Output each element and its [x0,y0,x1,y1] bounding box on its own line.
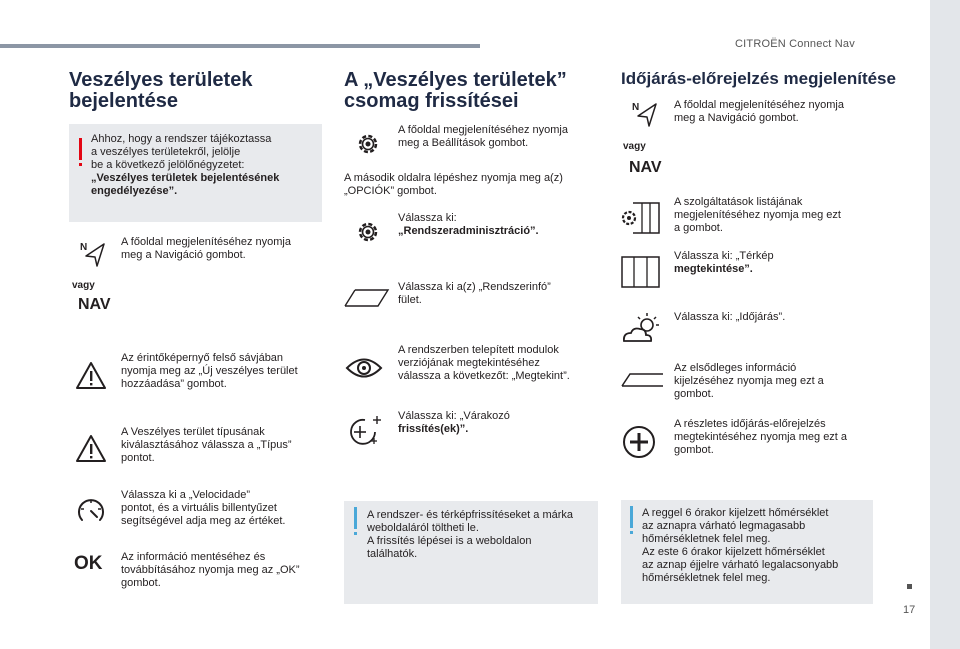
step-line: hozzáadása” gombot. [121,378,227,390]
step-line: Válassza ki: „Térkép [674,250,774,262]
map-view-icon [621,255,661,289]
note-line: engedélyezése”. [91,185,178,197]
col2-step1 [398,124,568,150]
col1-step4 [121,489,285,528]
step-line: megjelenítéséhez nyomja meg ezt [674,209,841,221]
step-line: pontot. [121,452,155,464]
step-line: A szolgáltatások listájának [674,196,803,208]
info-mark-dot [354,532,357,535]
col1-title [69,70,252,112]
step-line: A főoldal megjelenítéséhez nyomja [121,236,291,248]
step-line: meg a Navigáció gombot. [121,249,246,261]
info-mark-icon [630,506,633,528]
step-line: nyomja meg az „Új veszélyes terület [121,365,298,377]
note-line: „Veszélyes területek bejelentésének [91,172,280,184]
col1-step3 [121,426,292,465]
services-map-icon [621,202,661,234]
step-line: A rendszerben telepített modulok [398,344,559,356]
pending-updates-icon [347,414,383,446]
step-line: A főoldal megjelenítéséhez nyomja [674,99,844,111]
info-line: A frissítés lépései is a weboldalon [367,535,532,547]
step-line: A főoldal megjelenítéséhez nyomja [398,124,568,136]
note-line: be a következő jelölőnégyzetet: [91,159,245,171]
primary-info-icon [621,373,665,387]
info-mark-dot [630,531,633,534]
warning-triangle-icon [76,362,106,389]
col2-step4 [398,344,570,383]
col3-step5 [674,362,824,401]
ok-button-label: OK [74,553,103,574]
col1-step5 [121,551,300,590]
col2-step2 [398,212,539,238]
col1-step1 [121,236,291,262]
speedometer-icon [76,496,106,524]
vagy-label: vagy [623,141,646,152]
col2-title [344,70,567,112]
warning-note-text [91,133,279,198]
step-line: továbbításához nyomja meg az „OK” [121,564,300,576]
col3-step3 [674,250,774,276]
step-line: fület. [398,294,422,306]
step-line: frissítés(ek)”. [398,423,469,435]
header-rule [0,44,480,48]
navigation-arrow-icon [632,100,658,128]
col1-title-line: bejelentése [69,90,178,112]
nav-button-label: NAV [629,159,662,176]
info-line: az aznapra várható legmagasabb [642,520,806,532]
step-line: segítségével adja meg az értéket. [121,515,286,527]
col2-info-text [367,509,573,561]
col1-step2 [121,352,298,391]
step-line: gombot. [121,577,161,589]
col2-intro [344,172,563,198]
step-line: gombot. [674,388,714,400]
col3-step4 [674,311,785,324]
note-line: a veszélyes területekről, jelölje [91,146,241,158]
step-line: Válassza ki: [398,212,457,224]
col3-title: Időjárás-előrejelzés megjelenítése [621,69,896,88]
info-line: weboldaláról töltheti le. [367,522,479,534]
step-line: „Rendszeradminisztráció”. [398,225,539,237]
details-plus-icon [622,425,656,459]
brand-label: CITROËN Connect Nav [735,38,855,50]
step-line: verziójának megtekintéséhez [398,357,540,369]
step-line: Az információ mentéséhez és [121,551,266,563]
vagy-label: vagy [72,280,95,291]
info-line: A rendszer- és térképfrissítéseket a márka [367,509,574,521]
col2-step3 [398,281,551,307]
weather-icon [621,312,661,344]
step-line: Válassza ki a „Velocidade” [121,489,251,501]
step-line: kijelzéséhez nyomja meg ezt a [674,375,824,387]
col3-step1 [674,99,844,125]
page-marker [907,584,912,589]
step-line: kiválasztásához válassza a „Típus” [121,439,292,451]
col3-step6 [674,418,847,457]
step-line: Az elsődleges információ [674,362,797,374]
page-side-strip [930,0,960,649]
step-line: Válassza ki a(z) „Rendszerinfó” [398,281,551,293]
info-line: hőmérsékletnek felel meg. [642,572,771,584]
step-line: A részletes időjárás-előrejelzés [674,418,826,430]
step-line: a gombot. [674,222,723,234]
col2-title-line: A „Veszélyes területek” [344,69,567,91]
settings-gear-icon [355,131,381,157]
step-line: gombot. [674,444,714,456]
col1-title-line: Veszélyes területek [69,69,253,91]
info-mark-icon [354,507,357,529]
svg-text:N: N [632,102,640,113]
system-admin-gear-icon [355,219,381,245]
step-line: megtekintéséhez nyomja meg ezt a [674,431,848,443]
warning-mark-icon [79,138,82,160]
navigation-arrow-icon [80,240,106,268]
intro-line: „OPCIÓK” gombot. [344,185,437,197]
step-line: Az érintőképernyő felső sávjában [121,352,284,364]
warning-mark-dot [79,163,82,166]
step-line: Válassza ki: „Időjárás”. [674,311,786,323]
info-line: Az este 6 órakor kijelzett hőmérséklet [642,546,825,558]
col2-title-line: csomag frissítései [344,90,519,112]
page-number: 17 [903,604,916,616]
step-line: válassza a következőt: „Megtekint”. [398,370,570,382]
step-line: pontot, és a virtuális billentyűzet [121,502,277,514]
step-line: megtekintése”. [674,263,753,275]
intro-line: A második oldalra lépéshez nyomja meg a(z) [344,172,563,184]
info-line: az aznap éjjelre várható legalacsonyabb [642,559,839,571]
note-line: Ahhoz, hogy a rendszer tájékoztassa [91,133,272,145]
step-line: A Veszélyes terület típusának [121,426,265,438]
step-line: meg a Navigáció gombot. [674,112,799,124]
info-line: találhatók. [367,548,418,560]
step-line: meg a Beállítások gombot. [398,137,529,149]
nav-button-label: NAV [78,296,111,313]
info-line: hőmérsékletnek felel meg. [642,533,771,545]
svg-text:N: N [80,242,88,253]
col3-step2 [674,196,841,235]
info-line: A reggel 6 órakor kijelzett hőmérséklet [642,507,829,519]
system-info-tab-icon [344,288,390,308]
step-line: Válassza ki: „Várakozó [398,410,510,422]
view-eye-icon [345,355,383,381]
col2-step5 [398,410,510,436]
warning-triangle-icon [76,435,106,462]
col3-info-text [642,507,838,585]
